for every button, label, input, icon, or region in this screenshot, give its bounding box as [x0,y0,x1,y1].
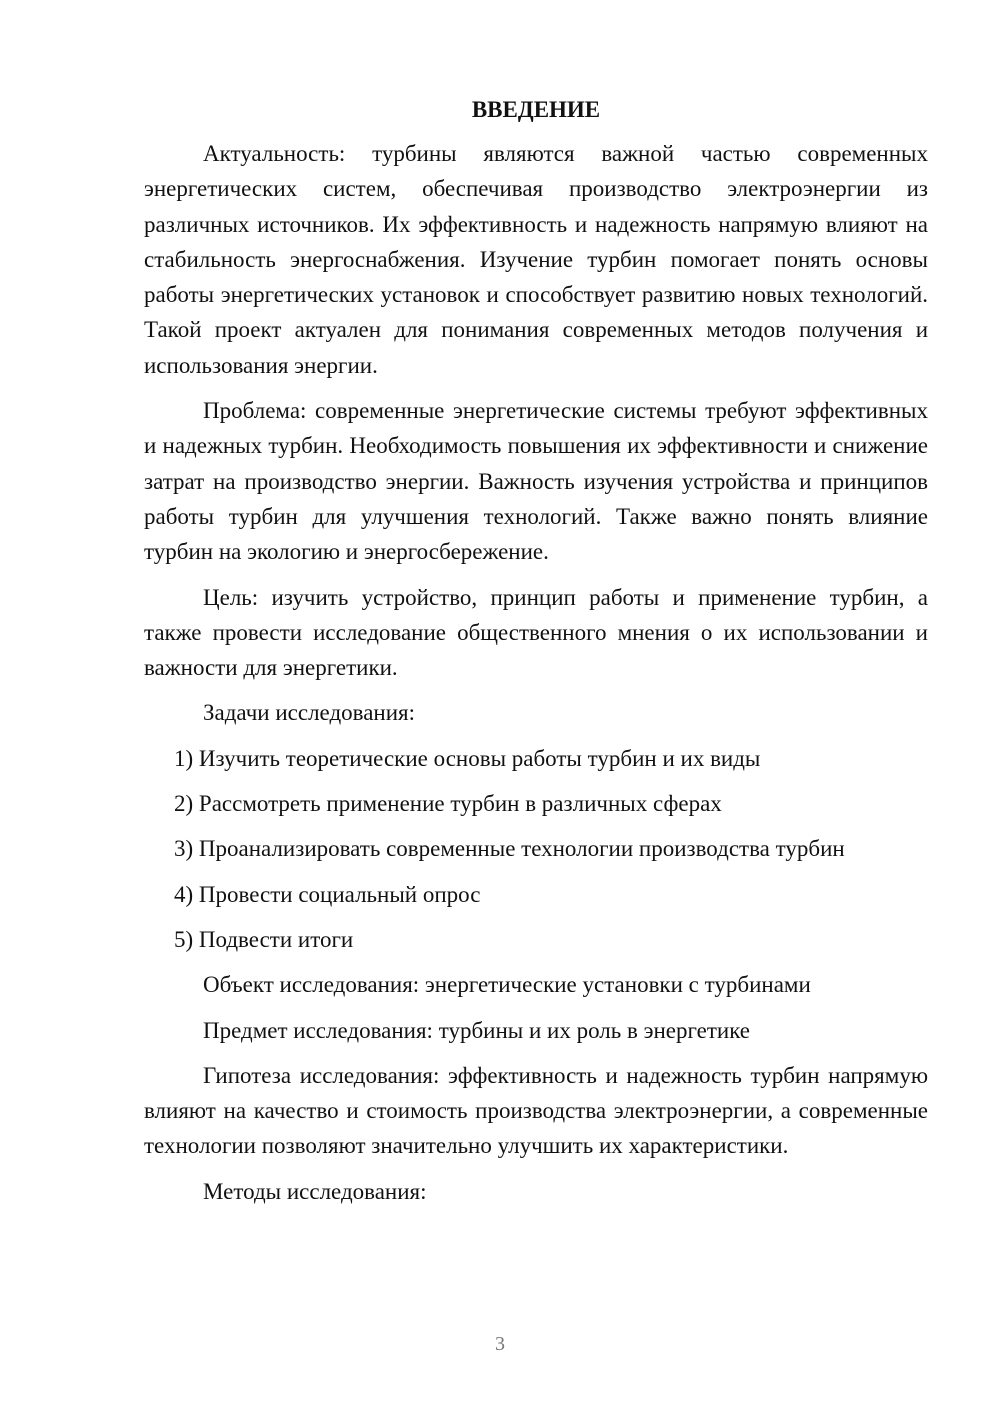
paragraph-hypothesis: Гипотеза исследования: эффективность и надежность турбин напрямую влияют на качество и стоимость производства электроэнергии, а современные технологии позволяют значительно улучшить их характеристики. [144,1062,928,1159]
paragraph-object: Объект исследования: энергетические установки с турбинами [203,972,811,998]
paragraph-relevance: Актуальность: турбины являются важной частью современных энергетических систем, обеспечивая производство электроэнергии из различных источников. Их эффективность и надежность напрямую влияют на стабильность энергоснабжения. Изучение турбин помогает понять основы работы энергетических установок и способствует развитию новых технологий. Такой проект актуален для понимания современных методов получения и использования энергии. [144,141,928,378]
page-title: ВВЕДЕНИЕ [471,97,601,122]
document-page [144,92,928,1219]
list-item: 2) Рассмотреть применение турбин в различных сферах [174,791,722,817]
paragraph-goal: Цель: изучить устройство, принцип работы и применение турбин, а также провести исследование общественного мнения о их использовании и важности для энергетики. [144,584,928,681]
list-item: 3) Проанализировать современные технологии производства турбин [174,836,845,862]
list-item: 1) Изучить теоретические основы работы турбин и их виды [174,745,761,771]
methods-heading: Методы исследования: [203,1178,427,1204]
paragraph-problem: Проблема: современные энергетические системы требуют эффективных и надежных турбин. Необходимость повышения их эффективности и снижение затрат на производство энергии. Важность изучения устройства и принципов работы турбин для улучшения технологий. Также важно понять влияние турбин на экологию и энергосбережение. [144,398,928,565]
list-item: 5) Подвести итоги [174,926,354,952]
tasks-heading: Задачи исследования: [203,700,416,726]
list-item: 4) Провести социальный опрос [174,881,481,907]
paragraph-subject: Предмет исследования: турбины и их роль в энергетике [203,1017,751,1043]
page-number: 3 [495,1333,505,1355]
